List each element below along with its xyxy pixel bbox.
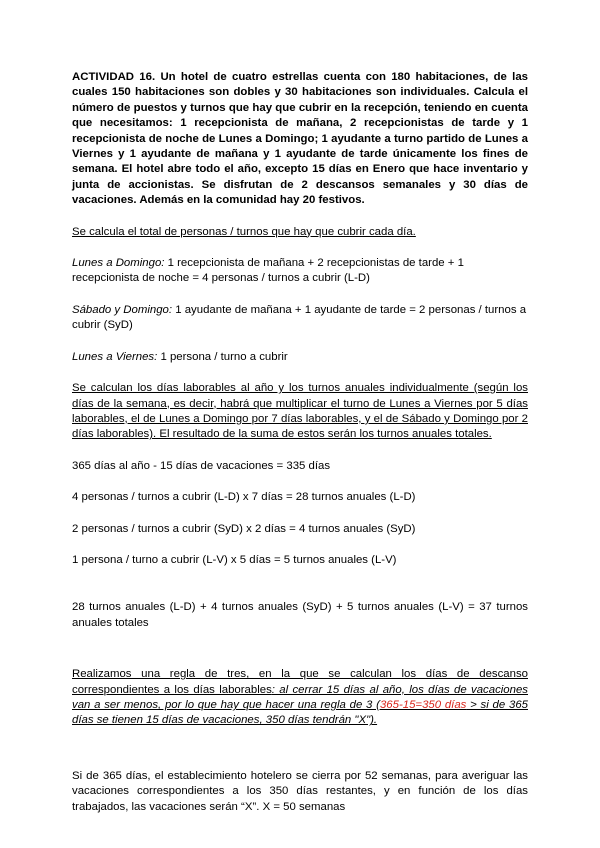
activity-statement <box>72 70 528 209</box>
daily-label-lunes-domingo: Lunes a Domingo: <box>72 257 165 270</box>
rule-of-three-note-a: : al cerrar 15 días al año, los días de vacaciones van a ser menos, por lo que hay que hacer una regla de 3 ( <box>72 683 528 711</box>
rule-of-three-highlight: 365-15=350 días <box>379 698 467 711</box>
daily-label-lunes-viernes: Lunes a Viernes: <box>72 350 158 363</box>
vacation-conclusion: Si de 365 días, el establecimiento hotelero se cierra por 52 semanas, para averiguar las vacaciones correspondientes a los 350 días restantes, y en función de los días trabajados, las vacaciones serán “X”. X = 50 semanas <box>72 769 528 813</box>
step2-title: Se calculan los días laborables al año y los turnos anuales individualmente (según los días de la semana, es decir, habrá que multiplicar el turno de Lunes a Viernes por 5 días laborables, el de Lunes a Domingo por 7 días laborables, y el de Sábado y Domingo por 2 días laborables). El resultado de la suma de estos serán los turnos anuales totales. <box>72 382 528 441</box>
document-page <box>72 70 528 815</box>
activity-statement-text: Un hotel de cuatro estrellas cuenta con 180 habitaciones, de las cuales 150 habitaciones son dobles y 30 habitaciones son individuales. Calcula el número de puestos y turnos que hay que cubrir en la recepción, teniendo en cuenta que necesitamos: 1 recepcionista de mañana, 2 recepcionistas de tarde y 1 recepcionista de noche de Lunes a Domingo; 1 ayudante a turno partido de Lunes a Viernes y 1 ayudante de mañana y 1 ayudante de tarde únicamente los fines de semana. El hotel abre todo el año, excepto 15 días en Enero que hace inventario y junta de accionistas. Se disfrutan de 2 descansos semanales y 30 días de vacaciones. Además en la comunidad hay 20 festivos. <box>72 71 529 207</box>
calc-shifts-syd: 2 personas / turnos a cubrir (SyD) x 2 días = 4 turnos anuales (SyD) <box>72 522 416 535</box>
total-annual-shifts: 28 turnos anuales (L-D) + 4 turnos anuales (SyD) + 5 turnos anuales (L-V) = 37 turnos anuales totales <box>72 601 528 629</box>
daily-text-lunes-domingo: 1 recepcionista de mañana + 2 recepcionistas de tarde + 1 recepcionista de noche = 4 personas / turnos a cubrir (L-D) <box>72 257 464 285</box>
daily-text-sabado-domingo: 1 ayudante de mañana + 1 ayudante de tarde = 2 personas / turnos a cubrir (SyD) <box>72 303 527 332</box>
calc-shifts-lv: 1 persona / turno a cubrir (L-V) x 5 días = 5 turnos anuales (L-V) <box>72 553 397 566</box>
step1-title: Se calcula el total de personas / turnos que hay que cubrir cada día. <box>72 225 416 238</box>
activity-heading: ACTIVIDAD 16. <box>72 71 156 83</box>
daily-line-sabado-domingo <box>72 303 528 334</box>
rule-of-three-note-b: > si de 365 días se tienen 15 días de vacaciones, 350 días tendrán "X"). <box>72 698 528 727</box>
daily-text-lunes-viernes: 1 persona / turno a cubrir <box>157 350 288 363</box>
rule-of-three-paragraph <box>72 667 528 729</box>
calc-shifts-ld: 4 personas / turnos a cubrir (L-D) x 7 días = 28 turnos anuales (L-D) <box>72 491 416 504</box>
daily-line-lunes-viernes <box>72 350 528 365</box>
calc-working-days: 365 días al año - 15 días de vacaciones = 335 días <box>72 459 331 472</box>
rule-of-three-intro: Realizamos una regla de tres, en la que se calculan los días de descanso correspondientes a los días laborables <box>72 668 528 696</box>
daily-line-lunes-domingo <box>72 256 528 287</box>
daily-label-sabado-domingo: Sábado y Domingo: <box>72 303 173 316</box>
